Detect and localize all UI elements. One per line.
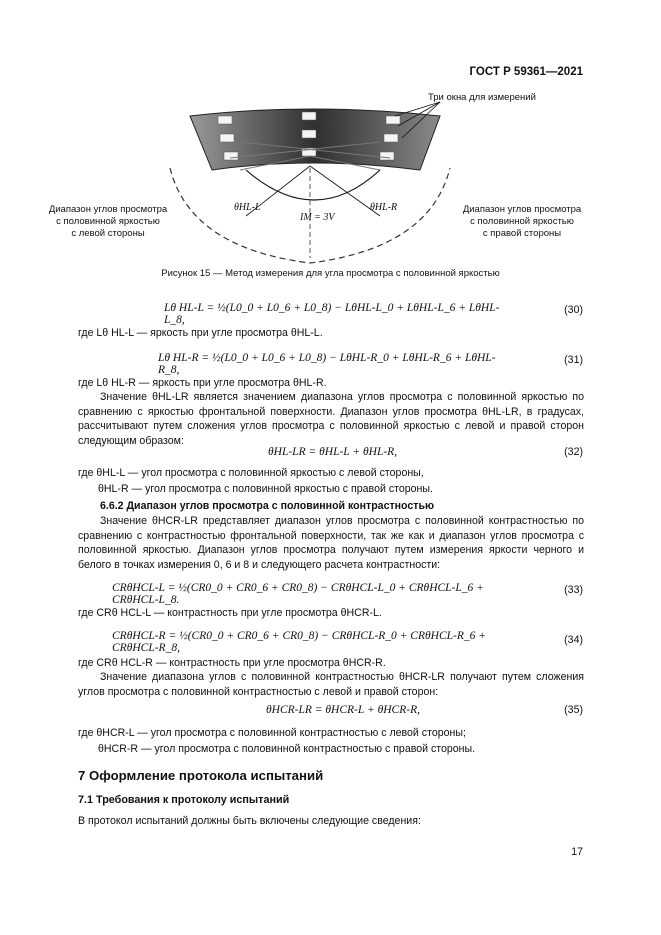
paragraph-hcr: Значение θHCR-LR представляет диапазон углов просмотра с половинной контрастностью по сравнению с контрастностью фронтальной поверхности, так же как и диапазон углов просмотра с половинной яркостью. Диапазон углов просмотра получают путем измерения яркости черного и белого в точках измерения 0, 6 и 8 и следующего расчета контрастности: — [78, 515, 584, 571]
paragraph-hcr-lr: Значение диапазона углов с половинной контрастностью θHCR-LR получают путем сложения углов просмотра с половинной контрастностью с левой и правой сторон: — [78, 671, 584, 698]
equation-number-33: (33) — [564, 584, 583, 596]
paragraph-hl-lr: Значение θHL-LR является значением диапазона углов просмотра с половинной яркостью по сравнению с яркостью фронтальной поверхности. Диапазон углов просмотра θHL-LR, в градусах, рассчитывают путем сложения углов просмотра с половинной яркостью с левой и правой сторон следующим образом: — [78, 391, 584, 447]
where-33: где CRθ HCL-L — контрастность при угле просмотра θHCR-L. — [78, 607, 382, 619]
where-32-a: где θHL-L — угол просмотра с половинной яркостью с левой стороны, — [78, 467, 424, 479]
section-7-title: 7 Оформление протокола испытаний — [78, 768, 324, 783]
equation-number-35: (35) — [564, 704, 583, 716]
im-label: IM = 3V — [300, 212, 335, 223]
section-662-title: 6.6.2 Диапазон углов просмотра с половинной контрастностью — [100, 500, 435, 512]
where-35-a: где θHCR-L — угол просмотра с половинной контрастностью с левой стороны; — [78, 727, 466, 739]
section-7-paragraph: В протокол испытаний должны быть включены следующие сведения: — [78, 815, 421, 827]
left-range-label: Диапазон углов просмотра с половинной яркостью с левой стороны — [48, 204, 168, 239]
theta-right-label: θHL-R — [370, 202, 398, 213]
where-35-b: θHCR-R — угол просмотра с половинной контрастностью с правой стороны. — [98, 743, 476, 755]
equation-35: θHCR-LR = θHCR-L + θHCR-R, — [266, 704, 420, 716]
equation-number-34: (34) — [564, 634, 583, 646]
windows-label: Три окна для измерений — [428, 92, 536, 103]
where-32-b: θHL-R — угол просмотра с половинной яркостью с правой стороны. — [98, 483, 433, 495]
equation-33: CRθHCL-L = ½(CR0_0 + CR0_6 + CR0_8) − CRθHCL-L_0 + CRθHCL-L_6 + CRθHCL-L_8. — [112, 582, 484, 606]
equation-number-30: (30) — [564, 304, 583, 316]
equation-number-31: (31) — [564, 354, 583, 366]
where-31: где Lθ HL-R — яркость при угле просмотра θHL-R. — [78, 377, 327, 389]
equation-number-32: (32) — [564, 446, 583, 458]
page-number: 17 — [571, 846, 583, 858]
section-71-title: 7.1 Требования к протоколу испытаний — [78, 794, 290, 806]
where-30: где Lθ HL-L — яркость при угле просмотра θHL-L. — [78, 327, 323, 339]
theta-left-label: θHL-L — [234, 202, 261, 213]
equation-31: Lθ HL-R = ½(L0_0 + L0_6 + L0_8) − LθHL-R_0 + LθHL-R_6 + LθHL-R_8, — [158, 352, 496, 376]
viewing-angle-figure — [40, 98, 600, 268]
right-range-label: Диапазон углов просмотра с половинной яркостью с правой стороны — [462, 204, 582, 239]
equation-34: CRθHCL-R = ½(CR0_0 + CR0_6 + CR0_8) − CRθHCL-R_0 + CRθHCL-R_6 + CRθHCL-R_8, — [112, 630, 487, 654]
equation-30: Lθ HL-L = ½(L0_0 + L0_6 + L0_8) − LθHL-L_0 + LθHL-L_6 + LθHL-L_8, — [164, 302, 500, 326]
standard-header: ГОСТ Р 59361—2021 — [469, 66, 583, 78]
equation-32: θHL-LR = θHL-L + θHL-R, — [268, 446, 398, 458]
figure-caption: Рисунок 15 — Метод измерения для угла просмотра с половинной яркостью — [161, 268, 500, 279]
where-34: где CRθ HCL-R — контрастность при угле просмотра θHCR-R. — [78, 657, 386, 669]
